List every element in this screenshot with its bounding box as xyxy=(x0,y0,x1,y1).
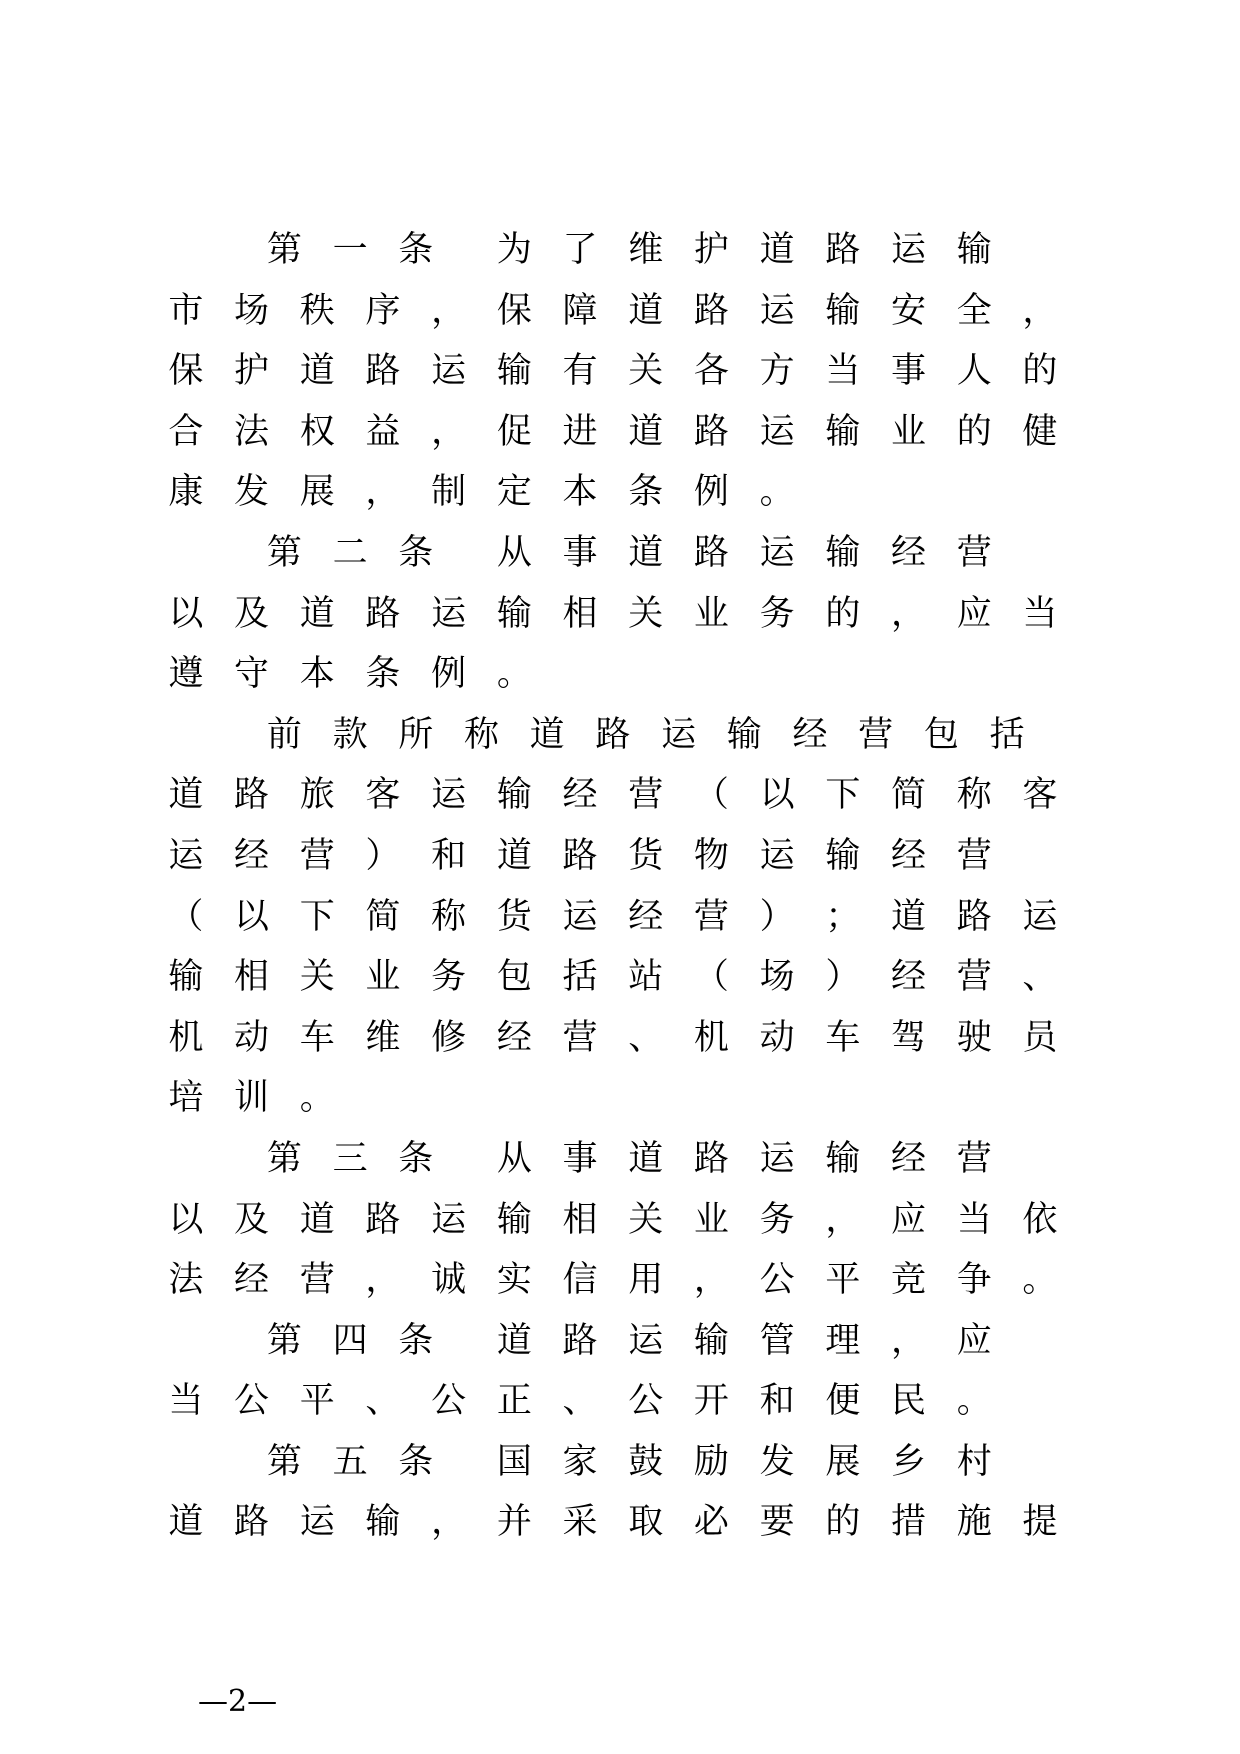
text-glyph: 事 xyxy=(562,1138,598,1179)
text-glyph: 和 xyxy=(431,835,467,876)
text-glyph: 路 xyxy=(825,230,861,270)
text-glyph: 路 xyxy=(234,1502,270,1543)
text-glyph: 运 xyxy=(759,1138,795,1179)
text-glyph: 第 xyxy=(266,1320,302,1361)
text-glyph: 运 xyxy=(562,896,598,937)
text-glyph: 车 xyxy=(299,1017,335,1058)
text-glyph: 营 xyxy=(956,957,992,998)
text-glyph: 、 xyxy=(1022,957,1058,998)
text-glyph: 经 xyxy=(891,532,927,573)
text-glyph: 定 xyxy=(496,472,532,513)
text-glyph: 制 xyxy=(431,472,467,513)
text-glyph: 的 xyxy=(825,593,861,634)
text-glyph: 运 xyxy=(759,411,795,452)
text-line xyxy=(166,1376,1070,1437)
text-glyph: 道 xyxy=(891,896,927,937)
text-glyph: 运 xyxy=(628,1320,664,1361)
text-glyph: 事 xyxy=(562,532,598,573)
text-glyph: 安 xyxy=(891,290,927,331)
text-glyph: 和 xyxy=(759,1381,795,1422)
text-glyph: 争 xyxy=(956,1260,992,1301)
text-glyph: 条 xyxy=(398,532,434,573)
text-glyph: 车 xyxy=(825,1017,861,1058)
text-glyph: 称 xyxy=(463,714,499,755)
text-glyph: 运 xyxy=(759,835,795,876)
text-glyph: 展 xyxy=(825,1441,861,1482)
text-glyph: 从 xyxy=(496,1138,532,1179)
text-glyph: 维 xyxy=(628,230,664,270)
text-glyph: 条 xyxy=(398,1441,434,1482)
text-glyph: ， xyxy=(431,411,467,452)
text-glyph: 了 xyxy=(562,230,598,270)
text-glyph: 下 xyxy=(299,896,335,937)
text-glyph: 当 xyxy=(956,1199,992,1240)
text-glyph: 经 xyxy=(891,835,927,876)
text-glyph: 款 xyxy=(332,714,368,755)
text-glyph: 输 xyxy=(825,411,861,452)
text-glyph: 运 xyxy=(431,593,467,634)
text-glyph: 。 xyxy=(956,1381,992,1422)
text-glyph: 应 xyxy=(956,593,992,634)
text-line xyxy=(166,346,1070,407)
text-glyph: 运 xyxy=(891,230,927,270)
text-line xyxy=(166,589,1070,650)
text-glyph: 当 xyxy=(168,1381,204,1422)
text-glyph: 输 xyxy=(365,1502,401,1543)
text-line xyxy=(166,1255,1070,1316)
text-glyph: 修 xyxy=(431,1017,467,1058)
text-line xyxy=(166,1013,1070,1074)
text-glyph: 路 xyxy=(693,290,729,331)
text-glyph: 客 xyxy=(1022,775,1058,816)
text-glyph: 例 xyxy=(431,654,467,695)
text-glyph: 务 xyxy=(431,957,467,998)
text-glyph: 以 xyxy=(168,593,204,634)
text-glyph: （ xyxy=(693,957,729,998)
text-glyph: 经 xyxy=(234,1260,270,1301)
text-glyph: 经 xyxy=(628,896,664,937)
text-glyph: 运 xyxy=(661,714,697,755)
text-glyph: 及 xyxy=(234,1199,270,1240)
text-glyph: 场 xyxy=(759,957,795,998)
text-glyph: 合 xyxy=(168,411,204,452)
text-glyph: 相 xyxy=(562,1199,598,1240)
text-glyph: 货 xyxy=(496,896,532,937)
text-glyph: 守 xyxy=(234,654,270,695)
text-glyph: 发 xyxy=(759,1441,795,1482)
text-glyph: ， xyxy=(431,1502,467,1543)
text-glyph: 法 xyxy=(234,411,270,452)
text-line xyxy=(166,649,1070,710)
text-glyph: 输 xyxy=(825,290,861,331)
text-glyph: 保 xyxy=(496,290,532,331)
text-glyph: 道 xyxy=(299,593,335,634)
text-glyph: 营 xyxy=(299,835,335,876)
text-glyph: 输 xyxy=(825,532,861,573)
text-line xyxy=(166,1316,1070,1377)
text-glyph: 营 xyxy=(956,532,992,573)
text-glyph: 益 xyxy=(365,411,401,452)
text-glyph: 本 xyxy=(299,654,335,695)
text-glyph: 公 xyxy=(628,1381,664,1422)
text-glyph: 理 xyxy=(825,1320,861,1361)
text-glyph: （ xyxy=(693,775,729,816)
text-glyph: 业 xyxy=(891,411,927,452)
text-glyph: 客 xyxy=(365,775,401,816)
text-glyph: 道 xyxy=(628,532,664,573)
text-glyph: 法 xyxy=(168,1260,204,1301)
text-line xyxy=(166,710,1070,771)
text-glyph: 。 xyxy=(759,472,795,513)
text-glyph: 三 xyxy=(332,1138,368,1179)
text-glyph: 经 xyxy=(891,1138,927,1179)
text-glyph: 经 xyxy=(891,957,927,998)
text-glyph: 管 xyxy=(759,1320,795,1361)
text-glyph: 应 xyxy=(891,1199,927,1240)
text-glyph: 路 xyxy=(365,351,401,392)
text-glyph: 从 xyxy=(496,532,532,573)
text-glyph: 旅 xyxy=(299,775,335,816)
text-glyph: 道 xyxy=(628,1138,664,1179)
text-glyph: 货 xyxy=(628,835,664,876)
text-glyph: 康 xyxy=(168,472,204,513)
text-glyph: 依 xyxy=(1022,1199,1058,1240)
text-glyph: 事 xyxy=(891,351,927,392)
text-glyph: 的 xyxy=(825,1502,861,1543)
text-glyph: 二 xyxy=(332,532,368,573)
text-glyph: 称 xyxy=(431,896,467,937)
text-glyph: 场 xyxy=(234,290,270,331)
text-glyph: 道 xyxy=(529,714,565,755)
regulation-text xyxy=(166,225,1070,1558)
text-glyph: 竞 xyxy=(891,1260,927,1301)
text-glyph: ， xyxy=(365,1260,401,1301)
text-glyph: 营 xyxy=(628,775,664,816)
text-glyph: 遵 xyxy=(168,654,204,695)
text-glyph: 展 xyxy=(299,472,335,513)
text-glyph: 用 xyxy=(628,1260,664,1301)
text-glyph: 各 xyxy=(693,351,729,392)
text-glyph: （ xyxy=(168,896,204,937)
text-glyph: 站 xyxy=(628,957,664,998)
text-glyph: 关 xyxy=(628,351,664,392)
text-line xyxy=(166,225,1070,286)
text-glyph: 以 xyxy=(234,896,270,937)
text-glyph: 运 xyxy=(168,835,204,876)
text-glyph: 运 xyxy=(431,1199,467,1240)
text-glyph: 道 xyxy=(168,775,204,816)
text-glyph: 为 xyxy=(496,230,532,270)
text-line xyxy=(166,952,1070,1013)
page-number: —2— xyxy=(198,1684,278,1719)
text-glyph: 训 xyxy=(234,1078,270,1119)
text-glyph: 市 xyxy=(168,290,204,331)
text-glyph: 、 xyxy=(562,1381,598,1422)
text-glyph: 第 xyxy=(266,1138,302,1179)
text-glyph: 前 xyxy=(266,714,302,755)
text-glyph: 诚 xyxy=(431,1260,467,1301)
text-glyph: 鼓 xyxy=(628,1441,664,1482)
text-glyph: 平 xyxy=(299,1381,335,1422)
text-line xyxy=(166,467,1070,528)
text-glyph: 维 xyxy=(365,1017,401,1058)
text-glyph: 措 xyxy=(891,1502,927,1543)
text-glyph: 营 xyxy=(562,1017,598,1058)
text-glyph: 输 xyxy=(825,1138,861,1179)
text-glyph: 信 xyxy=(562,1260,598,1301)
text-glyph: 输 xyxy=(496,775,532,816)
text-glyph: ， xyxy=(365,472,401,513)
text-glyph: 括 xyxy=(989,714,1025,755)
text-glyph: 开 xyxy=(693,1381,729,1422)
text-glyph: 输 xyxy=(956,230,992,270)
text-glyph: 村 xyxy=(956,1441,992,1482)
text-glyph: 机 xyxy=(693,1017,729,1058)
text-glyph: 员 xyxy=(1022,1017,1058,1058)
text-glyph: 励 xyxy=(693,1441,729,1482)
text-glyph: 经 xyxy=(562,775,598,816)
text-glyph: 条 xyxy=(398,1320,434,1361)
text-glyph: 关 xyxy=(628,1199,664,1240)
text-glyph: 以 xyxy=(168,1199,204,1240)
text-glyph: ； xyxy=(825,896,861,937)
text-glyph: 道 xyxy=(759,230,795,270)
text-glyph: ） xyxy=(365,835,401,876)
text-glyph: 相 xyxy=(562,593,598,634)
text-glyph: 以 xyxy=(759,775,795,816)
text-glyph: 及 xyxy=(234,593,270,634)
text-glyph: 业 xyxy=(693,1199,729,1240)
text-glyph: 业 xyxy=(693,593,729,634)
text-glyph: 应 xyxy=(956,1320,992,1361)
text-glyph: 条 xyxy=(628,472,664,513)
text-glyph: ， xyxy=(1022,290,1058,331)
text-glyph: 营 xyxy=(956,835,992,876)
text-glyph: 、 xyxy=(365,1381,401,1422)
text-glyph: 道 xyxy=(628,290,664,331)
text-glyph: 路 xyxy=(365,1199,401,1240)
text-line xyxy=(166,407,1070,468)
text-glyph: 运 xyxy=(431,775,467,816)
text-glyph: 包 xyxy=(496,957,532,998)
text-glyph: 路 xyxy=(693,1138,729,1179)
text-glyph: 条 xyxy=(365,654,401,695)
text-glyph: 施 xyxy=(956,1502,992,1543)
text-glyph: 输 xyxy=(168,957,204,998)
text-glyph: 道 xyxy=(299,1199,335,1240)
text-glyph: 正 xyxy=(496,1381,532,1422)
text-glyph: 路 xyxy=(234,775,270,816)
text-glyph: 本 xyxy=(562,472,598,513)
text-glyph: 公 xyxy=(431,1381,467,1422)
text-glyph: 第 xyxy=(266,230,302,270)
text-glyph: 经 xyxy=(234,835,270,876)
text-line xyxy=(166,528,1070,589)
text-line xyxy=(166,1073,1070,1134)
text-glyph: 例 xyxy=(693,472,729,513)
text-glyph: 动 xyxy=(234,1017,270,1058)
text-glyph: 民 xyxy=(891,1381,927,1422)
text-line xyxy=(166,1134,1070,1195)
text-glyph: 培 xyxy=(168,1078,204,1119)
text-glyph: 护 xyxy=(693,230,729,270)
text-glyph: 全 xyxy=(956,290,992,331)
text-glyph: ） xyxy=(825,957,861,998)
text-glyph: 营 xyxy=(858,714,894,755)
text-glyph: 五 xyxy=(332,1441,368,1482)
text-glyph: 一 xyxy=(332,230,368,270)
text-glyph: 公 xyxy=(234,1381,270,1422)
text-glyph: 健 xyxy=(1022,411,1058,452)
text-glyph: 第 xyxy=(266,532,302,573)
text-glyph: ， xyxy=(431,290,467,331)
text-glyph: 的 xyxy=(956,411,992,452)
text-glyph: ， xyxy=(891,593,927,634)
text-glyph: 条 xyxy=(398,230,434,270)
text-glyph: 要 xyxy=(759,1502,795,1543)
text-glyph: 国 xyxy=(496,1441,532,1482)
text-glyph: 实 xyxy=(496,1260,532,1301)
text-glyph: 道 xyxy=(628,411,664,452)
text-glyph: 人 xyxy=(956,351,992,392)
text-glyph: ， xyxy=(825,1199,861,1240)
text-glyph: 护 xyxy=(234,351,270,392)
text-glyph: 物 xyxy=(693,835,729,876)
text-glyph: 发 xyxy=(234,472,270,513)
text-glyph: 路 xyxy=(595,714,631,755)
text-line xyxy=(166,892,1070,953)
text-glyph: 平 xyxy=(825,1260,861,1301)
text-glyph: 务 xyxy=(759,593,795,634)
text-glyph: 相 xyxy=(234,957,270,998)
text-glyph: 秩 xyxy=(299,290,335,331)
text-glyph: 简 xyxy=(891,775,927,816)
text-glyph: 的 xyxy=(1022,351,1058,392)
text-glyph: 所 xyxy=(398,714,434,755)
text-glyph: ） xyxy=(759,896,795,937)
text-line xyxy=(166,1497,1070,1558)
text-glyph: 关 xyxy=(628,593,664,634)
text-glyph: 运 xyxy=(1022,896,1058,937)
text-glyph: 经 xyxy=(496,1017,532,1058)
text-glyph: 提 xyxy=(1022,1502,1058,1543)
text-glyph: 必 xyxy=(693,1502,729,1543)
text-glyph: 采 xyxy=(562,1502,598,1543)
text-glyph: 障 xyxy=(562,290,598,331)
text-glyph: 有 xyxy=(562,351,598,392)
text-glyph: 务 xyxy=(759,1199,795,1240)
text-glyph: 并 xyxy=(496,1502,532,1543)
text-line xyxy=(166,770,1070,831)
text-line xyxy=(166,286,1070,347)
text-glyph: 、 xyxy=(628,1017,664,1058)
text-glyph: 驶 xyxy=(956,1017,992,1058)
text-glyph: 运 xyxy=(431,351,467,392)
text-glyph: 道 xyxy=(168,1502,204,1543)
text-glyph: 称 xyxy=(956,775,992,816)
text-glyph: 路 xyxy=(956,896,992,937)
text-glyph: 驾 xyxy=(891,1017,927,1058)
text-glyph: 四 xyxy=(332,1320,368,1361)
text-glyph: 简 xyxy=(365,896,401,937)
text-glyph: 包 xyxy=(923,714,959,755)
text-glyph: 。 xyxy=(1022,1260,1058,1301)
text-glyph: 营 xyxy=(956,1138,992,1179)
text-glyph: 运 xyxy=(759,532,795,573)
text-glyph: 促 xyxy=(496,411,532,452)
text-line xyxy=(166,1437,1070,1498)
text-glyph: 关 xyxy=(299,957,335,998)
text-glyph: 当 xyxy=(1022,593,1058,634)
text-glyph: 。 xyxy=(496,654,532,695)
text-glyph: 乡 xyxy=(891,1441,927,1482)
text-glyph: 路 xyxy=(562,835,598,876)
text-glyph: 运 xyxy=(759,290,795,331)
text-glyph: 路 xyxy=(562,1320,598,1361)
text-line xyxy=(166,1195,1070,1256)
text-glyph: 序 xyxy=(365,290,401,331)
text-glyph: 括 xyxy=(562,957,598,998)
text-glyph: 路 xyxy=(693,532,729,573)
text-glyph: 输 xyxy=(726,714,762,755)
text-glyph: 道 xyxy=(496,1320,532,1361)
text-glyph: 第 xyxy=(266,1441,302,1482)
text-glyph: 输 xyxy=(825,835,861,876)
text-line xyxy=(166,831,1070,892)
text-glyph: 路 xyxy=(365,593,401,634)
text-glyph: 运 xyxy=(299,1502,335,1543)
text-glyph: 条 xyxy=(398,1138,434,1179)
text-glyph: 道 xyxy=(299,351,335,392)
text-glyph: 便 xyxy=(825,1381,861,1422)
text-glyph: 公 xyxy=(759,1260,795,1301)
text-glyph: 营 xyxy=(693,896,729,937)
text-glyph: 经 xyxy=(792,714,828,755)
text-glyph: 路 xyxy=(693,411,729,452)
text-glyph: 家 xyxy=(562,1441,598,1482)
text-glyph: 营 xyxy=(299,1260,335,1301)
text-glyph: 业 xyxy=(365,957,401,998)
text-glyph: 输 xyxy=(693,1320,729,1361)
text-glyph: 机 xyxy=(168,1017,204,1058)
text-glyph: 。 xyxy=(299,1078,335,1119)
text-glyph: 进 xyxy=(562,411,598,452)
text-glyph: 输 xyxy=(496,1199,532,1240)
text-glyph: 方 xyxy=(759,351,795,392)
text-glyph: ， xyxy=(693,1260,729,1301)
text-glyph: 输 xyxy=(496,351,532,392)
text-glyph: 保 xyxy=(168,351,204,392)
text-glyph: 动 xyxy=(759,1017,795,1058)
text-glyph: 当 xyxy=(825,351,861,392)
text-glyph: ， xyxy=(891,1320,927,1361)
text-glyph: 输 xyxy=(496,593,532,634)
text-glyph: 道 xyxy=(496,835,532,876)
text-glyph: 取 xyxy=(628,1502,664,1543)
text-glyph: 下 xyxy=(825,775,861,816)
text-glyph: 权 xyxy=(299,411,335,452)
